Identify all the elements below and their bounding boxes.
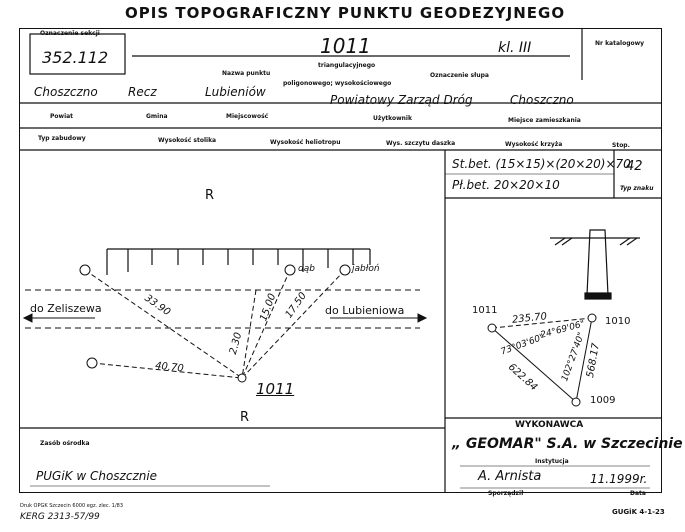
distance-4: 17.50: [283, 290, 310, 321]
kerg-number: KERG 2313-57/99: [20, 512, 100, 522]
document-title: OPIS TOPOGRAFICZNY PUNKTU GEODEZYJNEGO: [125, 4, 566, 22]
residence-value: Choszczno: [510, 93, 574, 107]
commune-value: Recz: [128, 85, 157, 99]
gugik-code: GUGiK 4-1-23: [612, 508, 665, 516]
fence-drawing: [107, 249, 370, 275]
build-type-label: Typ zabudowy: [38, 135, 86, 142]
date-value: 11.1999r.: [590, 472, 648, 486]
archive-value: PUGiK w Choszcznie: [36, 469, 158, 483]
sketch-point-label: 1011: [256, 380, 295, 398]
contractor-value: „ GEOMAR" S.A. w Szczecinie: [452, 436, 683, 452]
catalog-label: Nr katalogowy: [595, 40, 645, 47]
apple-tree-label: jabłoń: [352, 264, 380, 274]
triangle-point-1011: 1011: [472, 305, 498, 316]
print-note: Druk OPGK Szczecin 6000 egz. zlec. 1/83: [20, 503, 124, 509]
table-height-label: Wysokość stolika: [158, 137, 217, 144]
institution-label: Instytucja: [535, 458, 569, 465]
roof-height-label: Wys. szczytu daszka: [386, 140, 456, 147]
oak-label: dąb: [298, 264, 315, 274]
user-label: Użytkownik: [373, 115, 412, 122]
user-value: Powiatowy Zarząd Dróg: [330, 93, 473, 107]
cross-height-label: Wysokość krzyża: [505, 141, 563, 148]
triangle-side-left: 622.84: [505, 361, 540, 394]
county-value: Choszczno: [34, 85, 98, 99]
triangle-angle-1009: 102°27'40": [560, 331, 588, 383]
concrete-pillar-spec: St.bet. (15×15)×(20×20)×70: [452, 157, 631, 171]
direction-west-label: do Zeliszewa: [30, 302, 102, 315]
commune-label: Gmina: [146, 113, 168, 120]
locality-value: Lubieniów: [205, 85, 266, 99]
class-value: kl. III: [498, 40, 532, 56]
section-label: Oznaczenie sekcji: [40, 30, 100, 37]
county-label: Powiat: [50, 113, 74, 120]
concrete-plate-spec: Pł.bet. 20×20×10: [452, 178, 560, 192]
pillar-mark-label: Oznaczenie słupa: [430, 72, 489, 79]
tree-marker: [80, 265, 90, 275]
distance-3: 15.00: [258, 292, 279, 323]
direction-east-label: do Lubieniowa: [325, 304, 405, 317]
sketch-r-top: R: [205, 188, 215, 203]
contractor-label: WYKONAWCA: [515, 420, 584, 430]
pillar-drawing: [550, 230, 640, 299]
mark-type-value: 42: [626, 159, 643, 174]
sketch-r-bottom: R: [240, 410, 250, 425]
distance-1: 33.90: [142, 292, 173, 319]
degree-label: Stop.: [612, 142, 630, 149]
point-marker: [238, 374, 246, 382]
distance-5: 40.70: [154, 360, 185, 375]
prepared-by-label: Sporządził: [488, 490, 524, 497]
point-name-label: Nazwa punktu: [222, 70, 271, 77]
distance-2: 2.30: [227, 331, 245, 356]
locality-label: Miejscowość: [226, 113, 269, 120]
tree-marker: [87, 358, 97, 368]
triangle-side-right: 568.17: [585, 342, 602, 379]
triangle-side-top: 235.70: [511, 311, 548, 326]
prepared-by-value: A. Arnista: [478, 469, 542, 484]
point-type-top: triangulacyjnego: [318, 62, 376, 69]
point-number: 1011: [320, 34, 371, 58]
mark-type-label: Typ znaku: [620, 185, 654, 192]
heliotrope-height-label: Wysokość heliotropu: [270, 139, 341, 146]
residence-label: Miejsce zamieszkania: [508, 117, 581, 124]
triangle-point-1010: 1010: [605, 316, 631, 327]
section-value: 352.112: [42, 48, 109, 67]
measure-lines: [85, 270, 345, 378]
triangle-angle-1010: 24°69'06": [539, 319, 587, 341]
triangle-point-1009: 1009: [590, 395, 616, 406]
point-type-bottom: poligonowego; wysokościowego: [283, 80, 392, 87]
triangle-angle-1011: 73°03'60": [499, 332, 546, 358]
tree-marker: [340, 265, 350, 275]
archive-label: Zasób ośrodka: [40, 440, 90, 447]
date-label: Data: [630, 490, 646, 497]
tree-marker: [285, 265, 295, 275]
